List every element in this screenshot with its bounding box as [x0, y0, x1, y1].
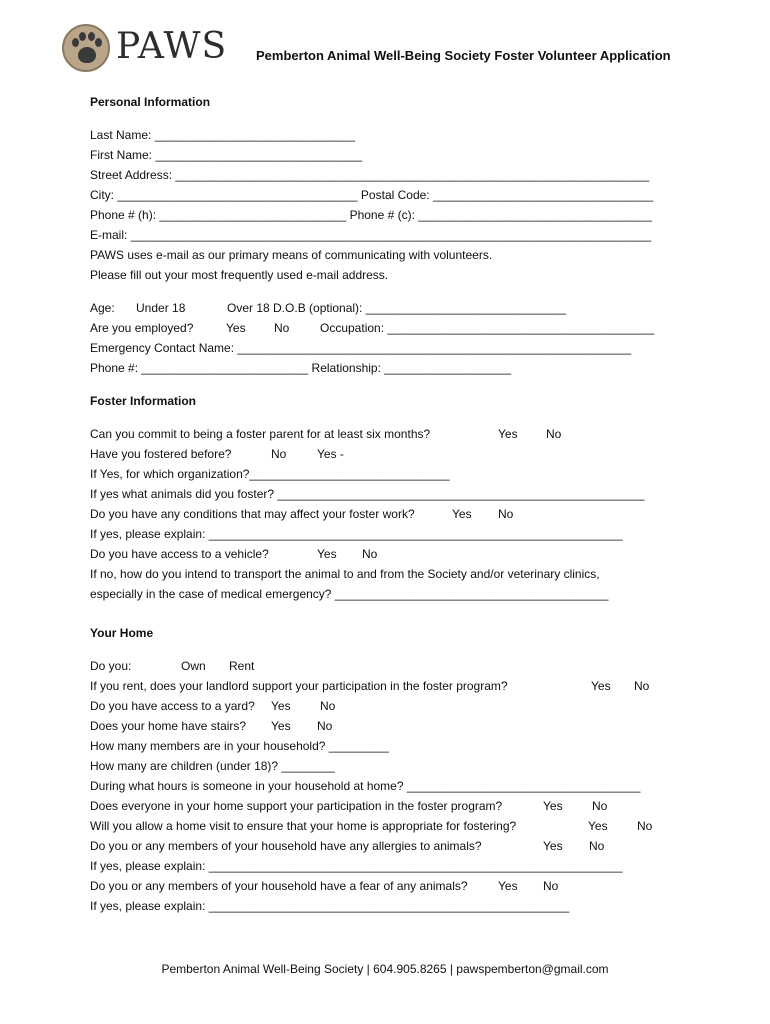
email-note-1: PAWS uses e-mail as our primary means of communicating with volunteers. — [90, 248, 493, 262]
fostered-no-option[interactable]: No — [271, 447, 287, 461]
visit-no-option[interactable]: No — [637, 819, 653, 833]
transport-field[interactable]: especially in the case of medical emergency? _________________________________________ — [90, 587, 609, 601]
conditions-explain-field[interactable]: If yes, please explain: ______________________________________________________________ — [90, 527, 623, 541]
vehicle-no-option[interactable]: No — [362, 547, 378, 561]
support-yes-option[interactable]: Yes — [543, 799, 563, 813]
support-no-option[interactable]: No — [592, 799, 608, 813]
landlord-question: If you rent, does your landlord support your participation in the foster program? — [90, 679, 508, 693]
fostered-yes-option[interactable]: Yes - — [317, 447, 344, 461]
fear-no-option[interactable]: No — [543, 879, 559, 893]
yard-no-option[interactable]: No — [320, 699, 336, 713]
own-option[interactable]: Own — [181, 659, 206, 673]
children-field[interactable]: How many are children (under 18)? ________ — [90, 759, 335, 773]
foster-heading: Foster Information — [90, 394, 197, 408]
animals-fostered-field[interactable]: If yes what animals did you foster? _______________________________________________________ — [90, 487, 645, 501]
logo-text: PAWS — [116, 26, 228, 67]
conditions-yes-option[interactable]: Yes — [452, 507, 472, 521]
home-heading: Your Home — [90, 626, 154, 640]
fear-yes-option[interactable]: Yes — [498, 879, 518, 893]
occupation-field[interactable]: Occupation: ________________________________________ — [320, 321, 655, 335]
fostered-before-question: Have you fostered before? — [90, 447, 232, 461]
page-title: Pemberton Animal Well-Being Society Foster Volunteer Application — [256, 48, 671, 63]
stairs-question: Does your home have stairs? — [90, 719, 247, 733]
age-label: Age: — [90, 301, 115, 315]
emergency-contact-field[interactable]: Emergency Contact Name: ___________________________________________________________ — [90, 341, 632, 355]
employed-label: Are you employed? — [90, 321, 194, 335]
footer-contact: Pemberton Animal Well-Being Society | 604.905.8265 | pawspemberton@gmail.com — [161, 962, 609, 976]
phone-field[interactable]: Phone # (h): ____________________________ Phone # (c): ___________________________________ — [90, 208, 652, 222]
commit-question: Can you commit to being a foster parent for at least six months? — [90, 427, 431, 441]
employed-no-option[interactable]: No — [274, 321, 290, 335]
home-visit-question: Will you allow a home visit to ensure that your home is appropriate for fostering? — [90, 819, 517, 833]
email-field[interactable]: E-mail: ______________________________________________________________________________ — [90, 228, 652, 242]
rent-option[interactable]: Rent — [229, 659, 255, 673]
do-you-label: Do you: — [90, 659, 132, 673]
first-name-field[interactable]: First Name: _______________________________ — [90, 148, 363, 162]
yard-question: Do you have access to a yard? — [90, 699, 255, 713]
hours-home-field[interactable]: During what hours is someone in your household at home? ___________________________________ — [90, 779, 641, 793]
vehicle-yes-option[interactable]: Yes — [317, 547, 337, 561]
emergency-phone-field[interactable]: Phone #: _________________________ Relationship: ___________________ — [90, 361, 512, 375]
conditions-no-option[interactable]: No — [498, 507, 514, 521]
allergies-explain-field[interactable]: If yes, please explain: ______________________________________________________________ — [90, 859, 623, 873]
allergies-no-option[interactable]: No — [589, 839, 605, 853]
stairs-no-option[interactable]: No — [317, 719, 333, 733]
age-over-18-field[interactable]: Over 18 D.O.B (optional): ______________________________ — [227, 301, 566, 315]
commit-no-option[interactable]: No — [546, 427, 562, 441]
fear-question: Do you or any members of your household have a fear of any animals? — [90, 879, 468, 893]
visit-yes-option[interactable]: Yes — [588, 819, 608, 833]
landlord-yes-option[interactable]: Yes — [591, 679, 611, 693]
age-under-18-option[interactable]: Under 18 — [136, 301, 186, 315]
paws-logo — [62, 24, 228, 76]
vehicle-question: Do you have access to a vehicle? — [90, 547, 269, 561]
personal-heading: Personal Information — [90, 95, 211, 109]
conditions-question: Do you have any conditions that may affect your foster work? — [90, 507, 415, 521]
household-support-question: Does everyone in your home support your participation in the foster program? — [90, 799, 503, 813]
household-members-field[interactable]: How many members are in your household? _________ — [90, 739, 389, 753]
allergies-question: Do you or any members of your household have any allergies to animals? — [90, 839, 482, 853]
employed-yes-option[interactable]: Yes — [226, 321, 246, 335]
yard-yes-option[interactable]: Yes — [271, 699, 291, 713]
commit-yes-option[interactable]: Yes — [498, 427, 518, 441]
last-name-field[interactable]: Last Name: ______________________________ — [90, 128, 355, 142]
city-postal-field[interactable]: City: ____________________________________ Postal Code: _________________________________ — [90, 188, 654, 202]
paw-print-icon — [62, 24, 110, 72]
allergies-yes-option[interactable]: Yes — [543, 839, 563, 853]
transport-question: If no, how do you intend to transport the animal to and from the Society and/or veterinary clinics, — [90, 567, 600, 581]
organization-field[interactable]: If Yes, for which organization?______________________________ — [90, 467, 450, 481]
landlord-no-option[interactable]: No — [634, 679, 650, 693]
street-address-field[interactable]: Street Address: _______________________________________________________________________ — [90, 168, 650, 182]
fear-explain-field[interactable]: If yes, please explain: ______________________________________________________ — [90, 899, 570, 913]
email-note-2: Please fill out your most frequently used e-mail address. — [90, 268, 389, 282]
stairs-yes-option[interactable]: Yes — [271, 719, 291, 733]
